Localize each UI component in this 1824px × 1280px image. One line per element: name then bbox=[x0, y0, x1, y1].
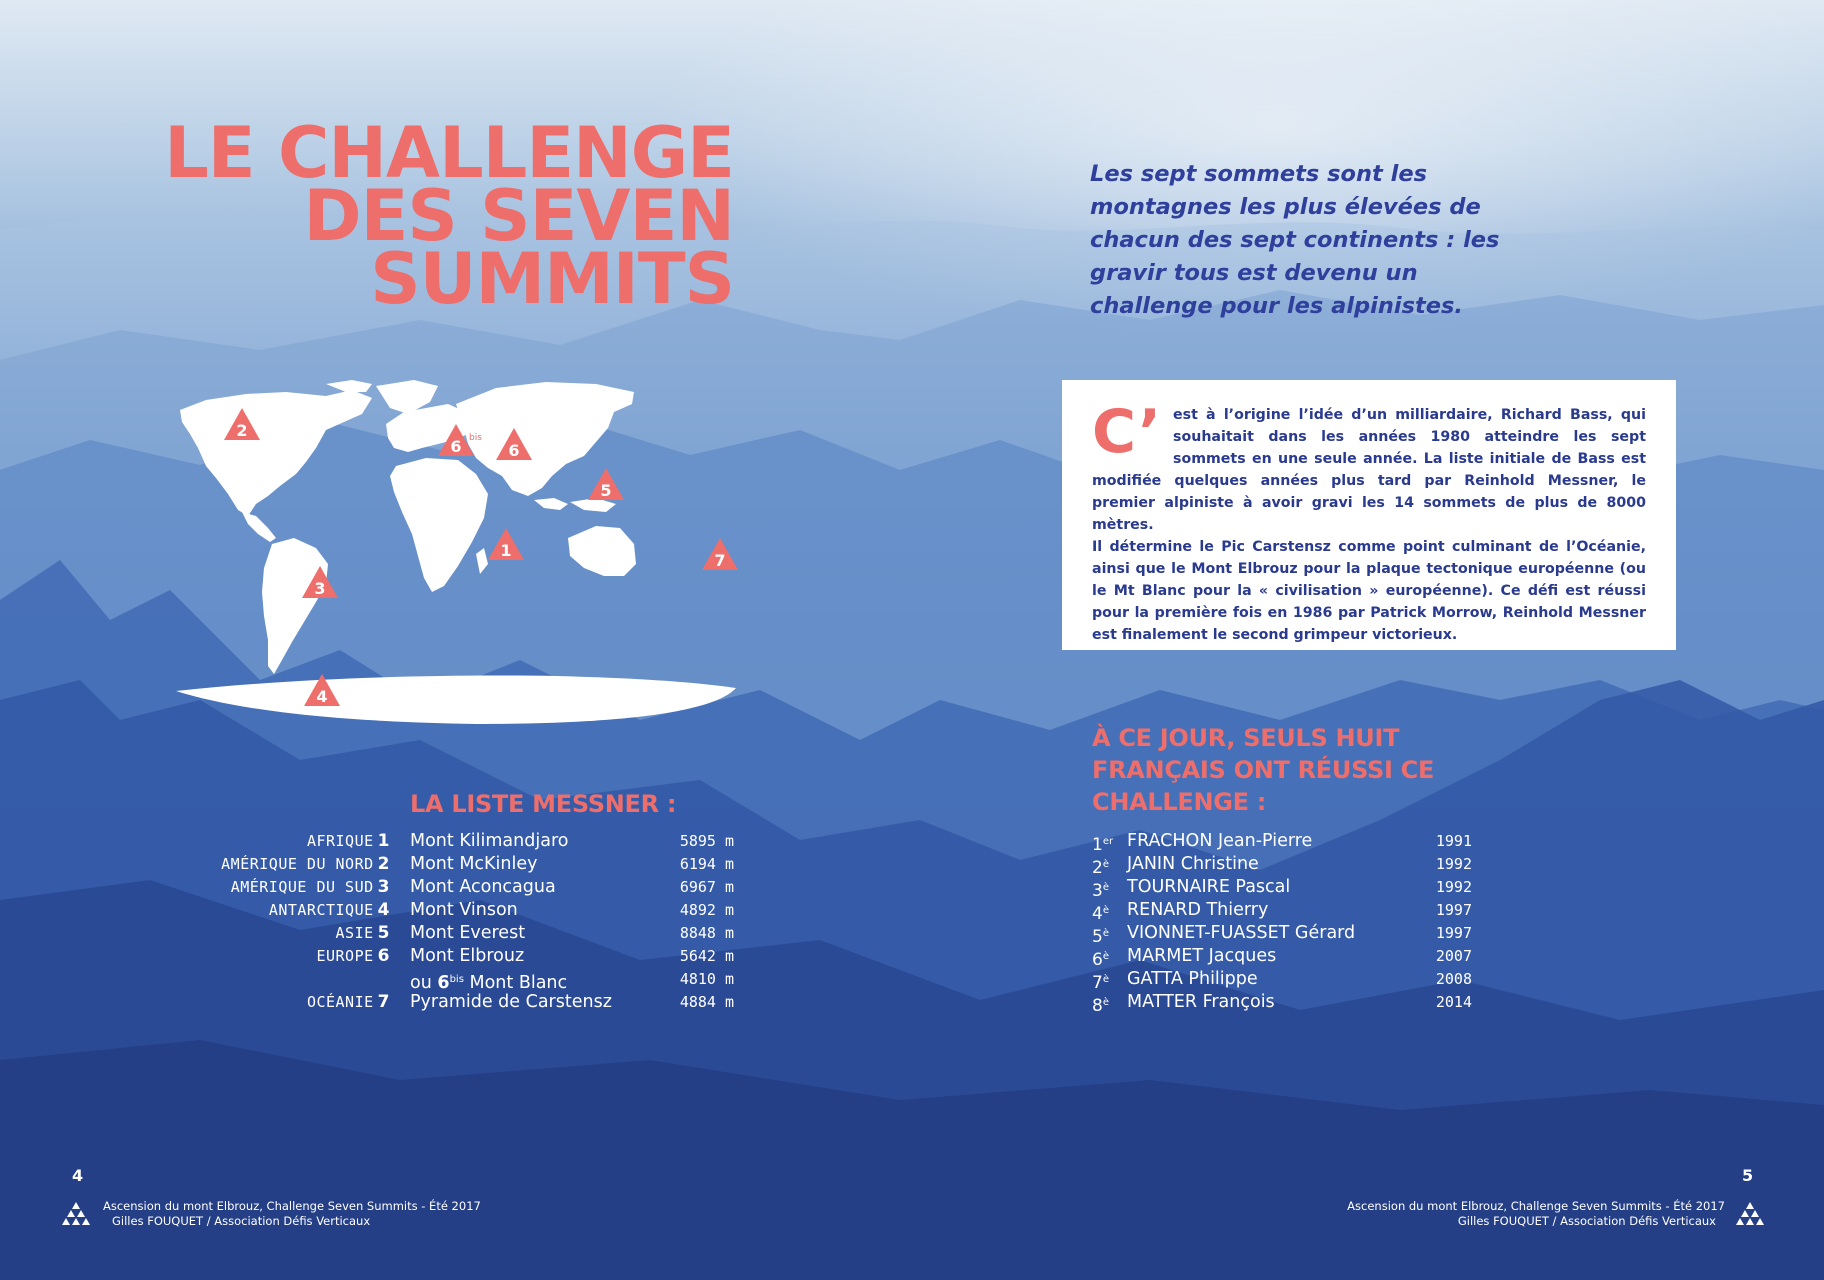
story-paragraph-1: est à l’origine l’idée d’un milliardaire, Richard Bass, qui souhaitait dans les années 1980 atteindre les sept sommets en une seule année. La liste initiale de Bass est modifiée quelques années plus tard par Reinhold Messner, le premier alpiniste à avoir gravi les 14 sommets de plus de 8000 mètres. bbox=[1092, 407, 1646, 533]
continent-label: OCÉANIE bbox=[306, 993, 374, 1011]
summit-number: 3 bbox=[377, 877, 390, 897]
rank: $5^è$ bbox=[1092, 927, 1109, 947]
altitude: 4810 m bbox=[679, 970, 734, 988]
summit-number: 2 bbox=[377, 854, 390, 874]
marker-3 bbox=[302, 566, 338, 598]
climber-name: MATTER François bbox=[1127, 992, 1275, 1012]
rank: $4^è$ bbox=[1092, 904, 1109, 924]
messner-heading: LA LISTE MESSNER : bbox=[410, 790, 677, 818]
footer-right bbox=[1347, 1199, 1725, 1229]
title-line-2: DES SEVEN bbox=[303, 175, 734, 257]
altitude: 5895 m bbox=[679, 832, 734, 850]
messner-row bbox=[0, 853, 740, 876]
triangle-logo-icon bbox=[62, 1202, 90, 1226]
climber-row bbox=[1092, 968, 1472, 991]
triangle-logo-icon bbox=[1736, 1202, 1764, 1226]
climber-name: TOURNAIRE Pascal bbox=[1127, 877, 1291, 897]
french-list bbox=[1092, 830, 1472, 1020]
continent-label: AFRIQUE bbox=[306, 832, 374, 850]
footer-left bbox=[103, 1199, 481, 1229]
altitude: 5642 m bbox=[679, 947, 734, 965]
climber-row bbox=[1092, 830, 1472, 853]
altitude: 4892 m bbox=[679, 901, 734, 919]
altitude: 4884 m bbox=[679, 993, 734, 1011]
altitude: 6194 m bbox=[679, 855, 734, 873]
mountain-name: Mont Kilimandjaro bbox=[410, 831, 569, 851]
continent-label: ANTARCTIQUE bbox=[268, 901, 374, 919]
year: 2014 bbox=[1435, 993, 1472, 1011]
page-number-left: 4 bbox=[72, 1166, 84, 1185]
altitude: 6967 m bbox=[679, 878, 734, 896]
messner-row bbox=[0, 922, 740, 945]
rank: $2^è$ bbox=[1092, 858, 1109, 878]
mountain-name: Mont Blanc bbox=[469, 973, 568, 993]
summit-number: 6 bbox=[377, 946, 390, 966]
rank: $6^è$ bbox=[1092, 950, 1109, 970]
altitude: 8848 m bbox=[679, 924, 734, 942]
title-line-3: SUMMITS bbox=[370, 238, 734, 320]
climber-row bbox=[1092, 945, 1472, 968]
summit-number: 6 bbox=[437, 973, 450, 993]
climber-row bbox=[1092, 991, 1472, 1014]
summit-number: 1 bbox=[377, 831, 390, 851]
drop-cap: C’ bbox=[1092, 397, 1162, 467]
svg-text:4: 4 bbox=[316, 687, 328, 706]
year: 1992 bbox=[1435, 878, 1472, 896]
messner-row bbox=[0, 830, 740, 853]
summit-number: 7 bbox=[377, 992, 390, 1012]
svg-text:2: 2 bbox=[236, 421, 248, 440]
marker-7 bbox=[702, 538, 738, 570]
svg-text:bis: bis bbox=[469, 433, 482, 443]
mountain-name: Mont Everest bbox=[410, 923, 526, 943]
marker-6 bbox=[496, 428, 532, 460]
year: 1997 bbox=[1435, 924, 1472, 942]
messner-row bbox=[0, 899, 740, 922]
title-line-1: LE CHALLENGE bbox=[164, 112, 734, 194]
mountain-name: Mont Elbrouz bbox=[410, 946, 525, 966]
summit-number: 5 bbox=[377, 923, 390, 943]
marker-4 bbox=[304, 674, 340, 706]
year: 2007 bbox=[1435, 947, 1472, 965]
rank: $3^è$ bbox=[1092, 881, 1109, 901]
marker-2 bbox=[224, 408, 260, 440]
bis-superscript: bis bbox=[449, 974, 464, 985]
french-heading-line-1: À CE JOUR, SEULS HUIT bbox=[1092, 724, 1400, 752]
year: 1992 bbox=[1435, 855, 1472, 873]
mountain-name: Mont Vinson bbox=[410, 900, 518, 920]
svg-text:3: 3 bbox=[314, 579, 326, 598]
mountain-name: Mont Aconcagua bbox=[410, 877, 556, 897]
year: 2008 bbox=[1435, 970, 1472, 988]
rank: $7^è$ bbox=[1092, 973, 1109, 993]
climber-name: RENARD Thierry bbox=[1127, 900, 1269, 920]
climber-row bbox=[1092, 853, 1472, 876]
page-number-right: 5 bbox=[1742, 1166, 1754, 1185]
french-heading bbox=[1092, 722, 1434, 818]
messner-row bbox=[0, 945, 740, 968]
year: 1997 bbox=[1435, 901, 1472, 919]
rank: $8^è$ bbox=[1092, 996, 1109, 1016]
messner-row bbox=[0, 991, 740, 1014]
climber-row bbox=[1092, 876, 1472, 899]
mountain-name: Mont McKinley bbox=[410, 854, 538, 874]
marker-1 bbox=[488, 528, 524, 560]
climber-name: FRACHON Jean-Pierre bbox=[1127, 831, 1313, 851]
climber-name: JANIN Christine bbox=[1127, 854, 1259, 874]
marker-5 bbox=[588, 468, 624, 500]
french-heading-line-2: FRANÇAIS ONT RÉUSSI CE bbox=[1092, 756, 1435, 784]
alternative-prefix: ou bbox=[410, 973, 432, 993]
continent-label: AMÉRIQUE DU NORD bbox=[221, 855, 374, 873]
svg-text:1: 1 bbox=[500, 541, 512, 560]
climber-name: GATTA Philippe bbox=[1127, 969, 1258, 989]
messner-row bbox=[0, 876, 740, 899]
svg-text:6: 6 bbox=[450, 437, 462, 456]
french-heading-line-3: CHALLENGE : bbox=[1092, 788, 1267, 816]
rank: 1er bbox=[1092, 835, 1114, 855]
footer-line-1: Ascension du mont Elbrouz, Challenge Seven Summits - Été 2017 bbox=[1347, 1199, 1725, 1213]
story-paragraph-2: Il détermine le Pic Carstensz comme point culminant de l’Océanie, ainsi que le Mont Elbrouz pour la plaque tectonique européenne (ou le Mt Blanc pour la « civilisation » européenne). Ce défi est réussi pour la première fois en 1986 par Patrick Morrow, Reinhold Messner est finalement le second grimpeur victorieux. bbox=[1092, 539, 1646, 643]
svg-text:5: 5 bbox=[600, 481, 612, 500]
footer-line-1: Ascension du mont Elbrouz, Challenge Seven Summits - Été 2017 bbox=[103, 1199, 481, 1213]
svg-text:7: 7 bbox=[714, 551, 726, 570]
svg-text:6: 6 bbox=[508, 441, 520, 460]
continent-label: AMÉRIQUE DU SUD bbox=[230, 878, 374, 896]
year: 1991 bbox=[1435, 832, 1472, 850]
footer-line-2: Gilles FOUQUET / Association Défis Verticaux bbox=[112, 1214, 371, 1228]
intro-paragraph: Les sept sommets sont les montagnes les plus élevées de chacun des sept continents : les gravir tous est devenu un challenge pour les alpinistes. bbox=[1090, 161, 1500, 319]
climber-row bbox=[1092, 899, 1472, 922]
mountain-name: Pyramide de Carstensz bbox=[410, 992, 612, 1012]
continent-label: ASIE bbox=[335, 924, 374, 942]
footer-line-2: Gilles FOUQUET / Association Défis Verticaux bbox=[1457, 1214, 1716, 1228]
summit-number: 4 bbox=[377, 900, 390, 920]
climber-name: VIONNET-FUASSET Gérard bbox=[1127, 923, 1356, 943]
messner-row bbox=[0, 968, 740, 991]
marker-6-bis bbox=[438, 424, 482, 456]
messner-list bbox=[0, 830, 740, 1030]
climber-name: MARMET Jacques bbox=[1127, 946, 1277, 966]
continent-label: EUROPE bbox=[316, 947, 374, 965]
climber-row bbox=[1092, 922, 1472, 945]
